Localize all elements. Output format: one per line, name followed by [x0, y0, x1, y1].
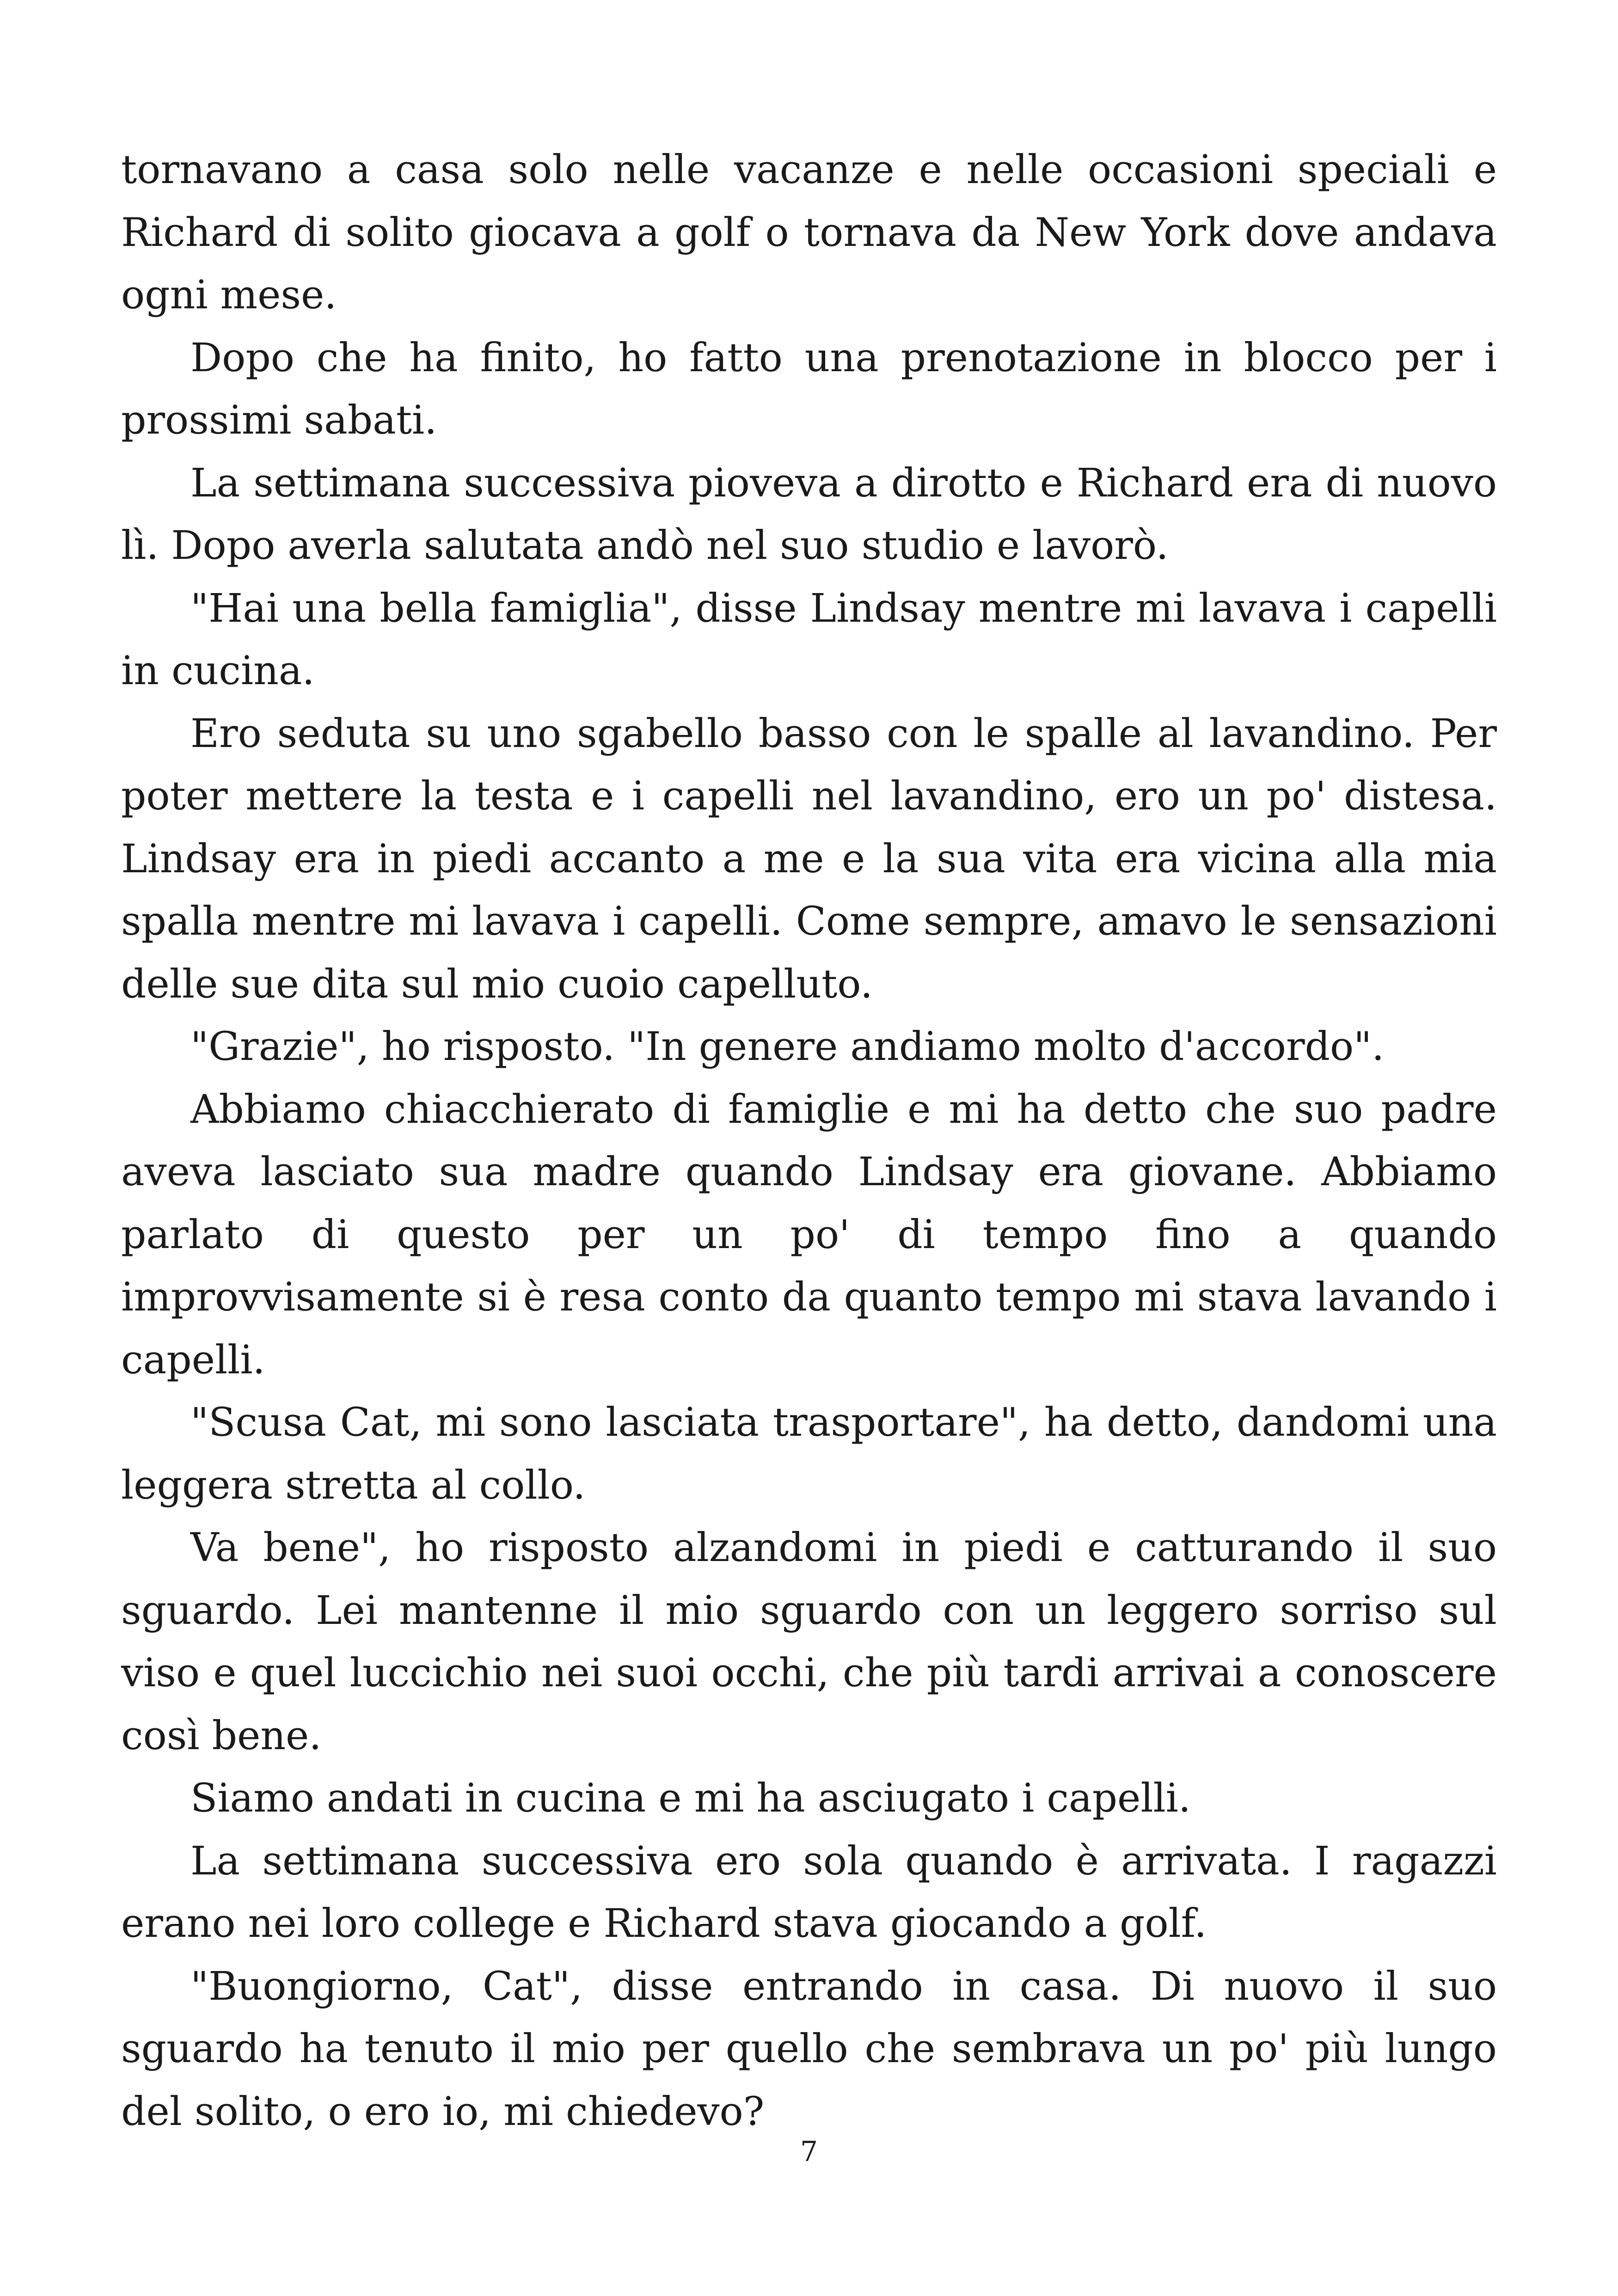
paragraph: "Buongiorno, Cat", disse entrando in casa. Di nuovo il suo sguardo ha tenuto il mio per quello che sembrava un po' più lungo del solito, o ero io, mi chiedevo?: [121, 1963, 1497, 2135]
page-number: 7: [800, 2136, 818, 2168]
paragraph: La settimana successiva pioveva a dirotto e Richard era di nuovo lì. Dopo averla salutata andò nel suo studio e lavorò.: [121, 460, 1497, 569]
paragraph: Dopo che ha finito, ho fatto una prenotazione in blocco per i prossimi sabati.: [121, 335, 1497, 443]
paragraph: "Scusa Cat, mi sono lasciata trasportare", ha detto, dandomi una leggera stretta al collo.: [121, 1400, 1497, 1508]
paragraph: "Grazie", ho risposto. "In genere andiamo molto d'accordo".: [190, 1024, 1385, 1070]
paragraph: "Hai una bella famiglia", disse Lindsay mentre mi lavava i capelli in cucina.: [121, 585, 1497, 694]
paragraph: Ero seduta su uno sgabello basso con le spalle al lavandino. Per poter mettere la testa e i capelli nel lavandino, ero un po' distesa. Lindsay era in piedi accanto a me e la sua vita era vicina alla mia spalla mentre mi lavava i capelli. Come sempre, amavo le sensazioni delle sue dita sul mio cuoio capelluto.: [121, 710, 1497, 1007]
paragraph: Abbiamo chiacchierato di famiglie e mi ha detto che suo padre aveva lasciato sua madre quando Lindsay era giovane. Abbiamo parlato di questo per un po' di tempo fino a quando improvvisamente si è resa conto da quanto tempo mi stava lavando i capelli.: [121, 1086, 1497, 1383]
paragraph: La settimana successiva ero sola quando è arrivata. I ragazzi erano nei loro college e Richard stava giocando a golf.: [121, 1838, 1497, 1947]
paragraph: Siamo andati in cucina e mi ha asciugato i capelli.: [190, 1776, 1191, 1821]
body-text: [121, 139, 1497, 2143]
paragraph: Va bene", ho risposto alzandomi in piedi e catturando il suo sguardo. Lei mantenne il mio sguardo con un leggero sorriso sul viso e quel luccichio nei suoi occhi, che più tardi arrivai a conoscere così bene.: [121, 1525, 1497, 1759]
paragraph-continuation: tornavano a casa solo nelle vacanze e nelle occasioni speciali e Richard di solito giocava a golf o tornava da New York dove andava ogni mese.: [121, 147, 1497, 318]
